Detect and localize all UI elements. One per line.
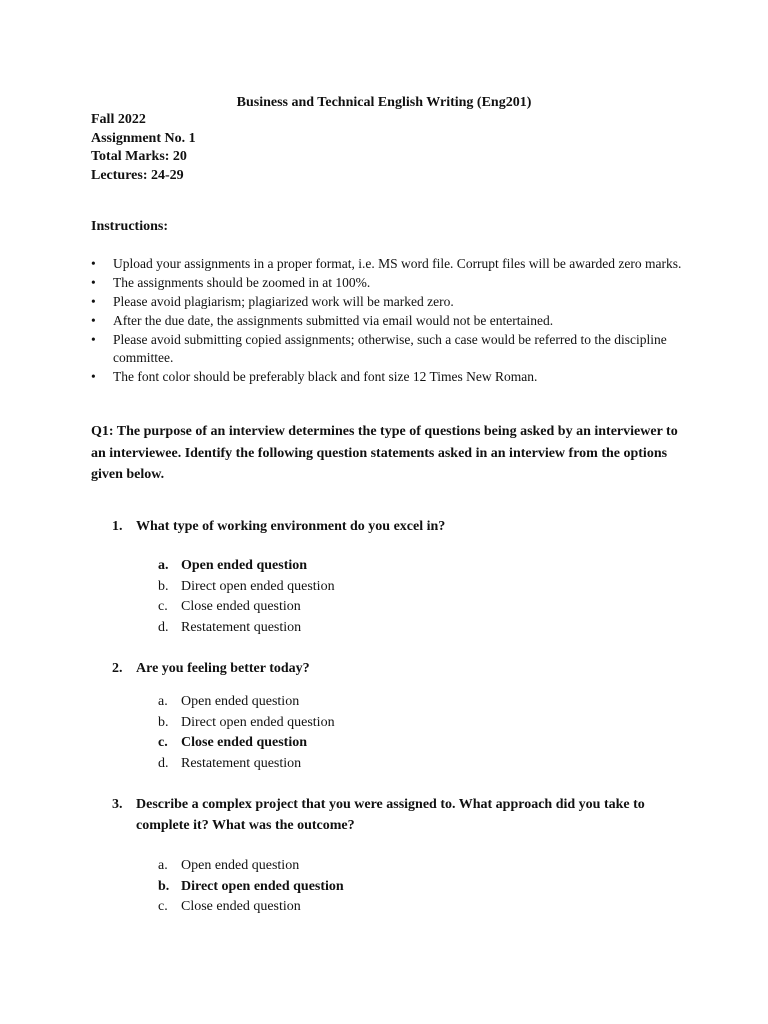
total-marks: Total Marks: 20 bbox=[91, 149, 187, 164]
question-2-options bbox=[158, 692, 335, 774]
option-text: Open ended question bbox=[181, 694, 300, 709]
instructions-heading: Instructions: bbox=[91, 219, 169, 234]
bullet-icon: • bbox=[91, 313, 96, 328]
instruction-text: Please avoid plagiarism; plagiarized work will be marked zero. bbox=[113, 294, 454, 309]
lectures: Lectures: 24-29 bbox=[91, 167, 184, 183]
bullet-icon: • bbox=[91, 294, 96, 309]
assignment-number: Assignment No. 1 bbox=[91, 130, 196, 146]
option-text: Close ended question bbox=[181, 735, 308, 751]
option-letter: a. bbox=[158, 858, 168, 873]
option-item bbox=[158, 597, 335, 618]
question-1-options bbox=[158, 556, 335, 638]
option-letter: a. bbox=[158, 558, 169, 573]
question-2 bbox=[112, 658, 682, 679]
instruction-text: After the due date, the assignments submitted via email would not be entertained. bbox=[113, 313, 554, 328]
option-item bbox=[158, 733, 335, 754]
instructions-list bbox=[91, 255, 691, 387]
option-letter: b. bbox=[158, 878, 170, 894]
option-letter: a. bbox=[158, 694, 168, 709]
option-text: Close ended question bbox=[181, 899, 301, 915]
option-text: Open ended question bbox=[181, 858, 300, 873]
option-text: Direct open ended question bbox=[181, 714, 335, 730]
option-letter: d. bbox=[158, 619, 169, 635]
option-item bbox=[158, 618, 335, 639]
assignment-meta bbox=[91, 111, 196, 185]
option-text: Close ended question bbox=[181, 599, 301, 615]
instruction-item bbox=[91, 274, 691, 292]
option-letter: c. bbox=[158, 599, 168, 615]
option-item bbox=[158, 856, 344, 877]
option-letter: b. bbox=[158, 714, 169, 730]
question-3 bbox=[112, 794, 682, 836]
instruction-item bbox=[91, 255, 691, 273]
option-text: Restatement question bbox=[181, 619, 302, 635]
option-text: Direct open ended question bbox=[181, 878, 344, 894]
question-text: Describe a complex project that you were assigned to. What approach did you take to complete it? What was the outcome? bbox=[136, 797, 645, 833]
instruction-text: Please avoid submitting copied assignments; otherwise, such a case would be referred to the discipline committee. bbox=[113, 332, 667, 365]
option-letter: d. bbox=[158, 755, 169, 771]
question-1 bbox=[112, 516, 682, 537]
question-number: 2. bbox=[112, 661, 123, 676]
instruction-text: Upload your assignments in a proper format, i.e. MS word file. Corrupt files will be awarded zero marks. bbox=[113, 256, 682, 271]
option-text: Restatement question bbox=[181, 755, 302, 771]
option-item bbox=[158, 877, 344, 898]
semester: Fall 2022 bbox=[91, 112, 146, 127]
question-number: 3. bbox=[112, 797, 123, 812]
document-title: Business and Technical English Writing (Eng201) bbox=[236, 95, 532, 110]
question-text: Are you feeling better today? bbox=[136, 661, 310, 676]
option-letter: c. bbox=[158, 735, 168, 751]
option-letter: b. bbox=[158, 578, 169, 594]
instruction-item bbox=[91, 293, 691, 311]
option-text: Open ended question bbox=[181, 558, 308, 573]
instruction-item bbox=[91, 331, 691, 367]
bullet-icon: • bbox=[91, 369, 96, 384]
option-text: Direct open ended question bbox=[181, 578, 335, 594]
instruction-text: The assignments should be zoomed in at 100%. bbox=[113, 275, 371, 290]
instruction-text: The font color should be preferably black and font size 12 Times New Roman. bbox=[113, 369, 538, 384]
option-item bbox=[158, 897, 344, 918]
q1-prompt: Q1: The purpose of an interview determines the type of questions being asked by an interviewer to an interviewee. Identify the following question statements asked in an interview from the options given below. bbox=[91, 424, 678, 482]
bullet-icon: • bbox=[91, 256, 96, 271]
option-item bbox=[158, 692, 335, 713]
question-number: 1. bbox=[112, 519, 123, 534]
bullet-icon: • bbox=[91, 275, 96, 290]
option-item bbox=[158, 754, 335, 775]
question-text: What type of working environment do you excel in? bbox=[136, 519, 446, 534]
question-3-options bbox=[158, 856, 344, 918]
bullet-icon: • bbox=[91, 332, 96, 347]
option-item bbox=[158, 577, 335, 598]
option-item bbox=[158, 713, 335, 734]
option-item bbox=[158, 556, 335, 577]
instruction-item bbox=[91, 368, 691, 386]
option-letter: c. bbox=[158, 899, 168, 915]
instruction-item bbox=[91, 312, 691, 330]
